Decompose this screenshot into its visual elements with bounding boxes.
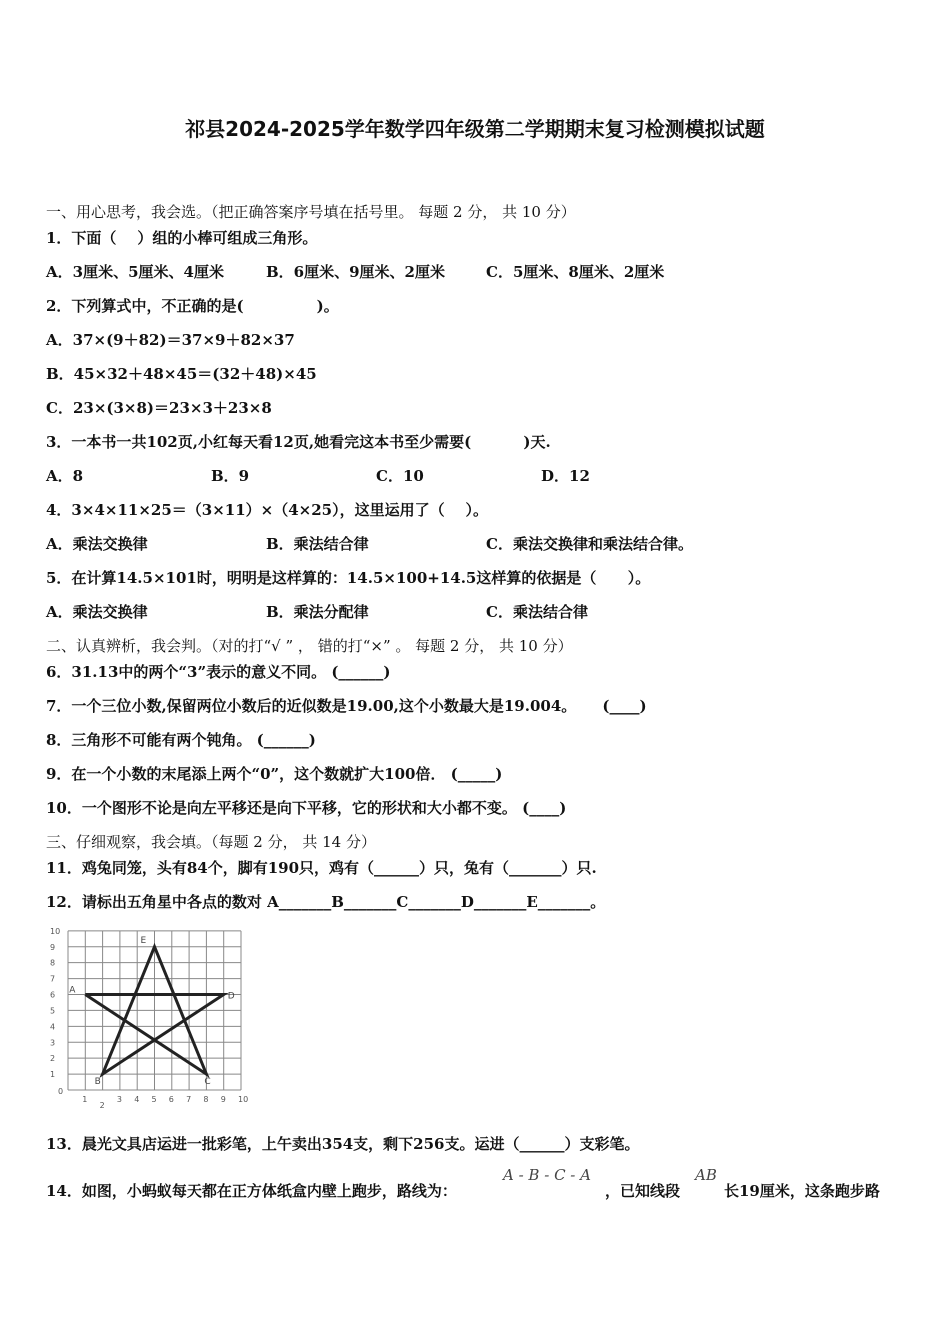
x-tick-label: 3: [116, 1095, 122, 1104]
y-tick-label: 6: [50, 990, 56, 1000]
y-tick-label: 2: [50, 1054, 56, 1064]
y-tick-label: 8: [50, 958, 56, 968]
x-tick-label: 6: [168, 1095, 174, 1104]
y-tick-label: 10: [50, 926, 61, 936]
q3-option-b: B．9: [211, 467, 250, 485]
point-label-e: E: [140, 935, 147, 946]
q4-option-a: A．乘法交换律: [46, 535, 148, 553]
question-12: 12．请标出五角星中各点的数对 A_______B_______C_______D_______E_______。: [46, 893, 606, 911]
x-tick-label: 2: [99, 1101, 105, 1110]
x-tick-label: 10: [238, 1095, 249, 1104]
q2-option-a: A．37×(9＋82)＝37×9＋82×37: [46, 331, 295, 349]
point-label-a: A: [69, 985, 76, 996]
q14-segment-label: AB: [695, 1166, 717, 1184]
point-label-b: B: [94, 1077, 101, 1088]
section-2-heading: 二、认真辨析，我会判。（对的打“√ ” ， 错的打“×” 。 每题 2 分， 共 10 分）: [46, 637, 573, 655]
point-label-c: C: [204, 1077, 211, 1088]
x-tick-label: 8: [203, 1095, 209, 1104]
q3-option-d: D．12: [541, 467, 590, 485]
y-tick-label: 9: [50, 942, 56, 952]
q4-option-c: C．乘法交换律和乘法结合律。: [486, 535, 693, 553]
question-14-part-1: 14．如图，小蚂蚁每天都在正方体纸盒内壁上跑步，路线为：: [46, 1182, 457, 1200]
question-10: 10．一个图形不论是向左平移还是向下平移，它的形状和大小都不变。 (____): [46, 799, 567, 817]
question-8: 8．三角形不可能有两个钝角。 (______): [46, 731, 316, 749]
q2-option-b: B．45×32＋48×45＝(32＋48)×45: [46, 365, 317, 383]
y-tick-label: 4: [50, 1022, 56, 1032]
section-3-heading: 三、仔细观察，我会填。（每题 2 分， 共 14 分）: [46, 833, 376, 851]
y-tick-label: 1: [50, 1070, 56, 1080]
x-tick-label: 5: [151, 1095, 157, 1104]
y-tick-label: 3: [50, 1038, 56, 1048]
y-tick-label: 5: [50, 1006, 56, 1016]
q5-option-b: B．乘法分配律: [266, 603, 369, 621]
grid-lines: [68, 931, 241, 1090]
section-1-heading: 一、用心思考，我会选。（把正确答案序号填在括号里。 每题 2 分， 共 10 分）: [46, 203, 576, 221]
q5-option-a: A．乘法交换律: [46, 603, 148, 621]
question-13: 13．晨光文具店运进一批彩笔，上午卖出354支，剩下256支。运进（______）支彩笔。: [46, 1135, 640, 1153]
x-tick-label: 1: [82, 1095, 88, 1104]
q5-option-c: C．乘法结合律: [486, 603, 588, 621]
question-5: 5．在计算14.5×101时，明明是这样算的：14.5×100+14.5这样算的依据是（ ）。: [46, 569, 651, 587]
question-4: 4．3×4×11×25＝（3×11）×（4×25），这里运用了（ ）。: [46, 501, 488, 519]
q1-option-c: C．5厘米、8厘米、2厘米: [486, 263, 665, 281]
question-14-part-3: 长19厘米，这条跑步路: [724, 1182, 880, 1200]
question-1: 1．下面（ ）组的小棒可组成三角形。: [46, 229, 318, 247]
x-tick-label: 9: [220, 1095, 226, 1104]
point-label-d: D: [227, 991, 235, 1002]
x-tick-label: 0: [58, 1087, 64, 1096]
page-title: 祁县2024-2025学年数学四年级第二学期期末复习检测模拟试题: [185, 117, 765, 141]
y-axis-ticks: [50, 927, 60, 1079]
x-tick-label: 7: [186, 1095, 192, 1104]
question-11: 11．鸡兔同笼，头有84个，脚有190只，鸡有（______）只，兔有（_______）只.: [46, 859, 597, 877]
question-6: 6．31.13中的两个“3”表示的意义不同。 (______): [46, 663, 391, 681]
y-tick-label: 7: [50, 974, 56, 984]
q3-option-a: A．8: [46, 467, 84, 485]
point-labels: [69, 936, 234, 1087]
question-2: 2．下列算式中，不正确的是( )。: [46, 297, 339, 315]
star-grid-figure: [40, 918, 290, 1113]
question-3: 3．一本书一共102页,小红每天看12页,她看完这本书至少需要( )天.: [46, 433, 551, 451]
question-7: 7．一个三位小数,保留两位小数后的近似数是19.00,这个小数最大是19.004。 (____): [46, 697, 647, 715]
q3-option-c: C．10: [376, 467, 424, 485]
q1-option-a: A．3厘米、5厘米、4厘米: [46, 263, 224, 281]
x-tick-label: 4: [134, 1095, 140, 1104]
q14-route-formula: A - B - C - A: [503, 1166, 591, 1184]
q4-option-b: B．乘法结合律: [266, 535, 369, 553]
q2-option-c: C．23×(3×8)＝23×3＋23×8: [46, 399, 272, 417]
question-9: 9．在一个小数的末尾添上两个“0”，这个数就扩大100倍． (_____): [46, 765, 503, 783]
q1-option-b: B．6厘米、9厘米、2厘米: [266, 263, 445, 281]
question-14-part-2: ，已知线段: [605, 1182, 681, 1200]
